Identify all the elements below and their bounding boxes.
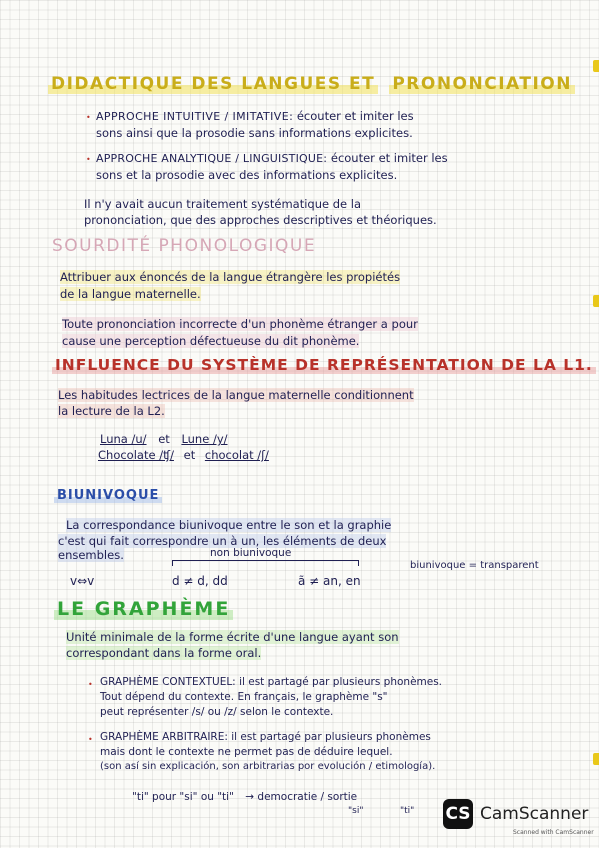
example-ti-under: "ti" <box>400 806 415 816</box>
example-ti-si-arrow: → democratie / sortie <box>245 791 358 803</box>
title-grapheme: LE GRAPHÈME <box>54 598 233 620</box>
approche-2-line-2: sons et la prosodie avec des informations explicites. <box>96 168 398 182</box>
approche-1-line-2: sons ainsi que la prosodie sans informations explicites. <box>96 126 413 140</box>
para-unite-line-1: Unité minimale de la forme écrite d'une langue ayant son <box>66 630 399 644</box>
approche-1-text-1: écouter et imiter les <box>296 109 414 123</box>
title-biunivoque: BIUNIVOQUE <box>54 488 162 503</box>
para-habitudes-line-2: la lecture de la L2. <box>58 404 165 418</box>
grapheme-contextuel-line-2: Tout dépend du contexte. En français, le graphème "s" <box>100 691 388 703</box>
example-ti-si-a: "ti" pour "si" ou "ti" <box>132 791 234 803</box>
example-chocolate <box>98 448 269 462</box>
camscanner-caption: Scanned with CamScanner <box>513 829 594 836</box>
title-didactique-text: DIDACTIQUE DES LANGUES ET <box>48 74 378 94</box>
grapheme-arbitraire-label: GRAPHÈME ARBITRAIRE: <box>100 731 228 743</box>
example-luna <box>100 432 228 446</box>
para-attribuer-line-1: Attribuer aux énoncés de la langue étrangère les propiétés <box>60 270 401 284</box>
para-toute-line-1: Toute prononciation incorrecte d'un phonème étranger a pour <box>62 317 418 331</box>
example-chocolate-et: et <box>183 448 196 462</box>
bullet-approche-2: • <box>86 155 91 164</box>
page-tab-bottom <box>593 753 599 765</box>
biunivoque-note: biunivoque = transparent <box>410 560 539 571</box>
title-prononciation-text: PRONONCIATION <box>389 74 575 94</box>
para-attribuer-line-2: de la langue maternelle. <box>60 287 201 301</box>
camscanner-logo: CS <box>443 799 473 829</box>
example-luna-a: Luna /u/ <box>100 432 147 446</box>
formula-a: ã ≠ an, en <box>298 574 361 588</box>
grapheme-arbitraire-line-3: (son así sin explicación, son arbitrarias por evolución / etimología). <box>100 761 436 772</box>
bullet-grapheme-contextuel: • <box>88 680 93 689</box>
formula-d: d ≠ d, dd <box>172 574 228 588</box>
formula-v: v⇔v <box>70 574 95 588</box>
approche-1-line-1 <box>96 109 414 123</box>
camscanner-name: CamScanner <box>480 804 589 824</box>
example-si-under: "si" <box>348 806 364 816</box>
para-unite-line-2: correspondant dans la forme oral. <box>66 646 262 660</box>
example-chocolate-b: chocolat /ʃ/ <box>204 448 269 462</box>
grapheme-contextuel-line-1 <box>100 676 442 688</box>
bullet-approche-1: • <box>86 113 91 122</box>
example-ti-si <box>132 791 357 803</box>
para-correspondance-line-1: La correspondance biunivoque entre le son et la graphie <box>66 518 392 532</box>
grapheme-contextuel-text-1: il est partagé par plusieurs phonèmes. <box>239 676 443 688</box>
grapheme-contextuel-line-3: peut représenter /s/ ou /z/ selon le contexte. <box>100 706 334 718</box>
bullet-grapheme-arbitraire: • <box>88 735 93 744</box>
grapheme-arbitraire-text-1: il est partagé par plusieurs phonèmes <box>231 731 431 743</box>
page-tab-top <box>593 60 599 72</box>
para-correspondance-line-3: ensembles. <box>58 548 124 562</box>
non-biunivoque-label: non biunivoque <box>210 547 292 559</box>
title-surdite: SOURDITÉ PHONOLOGIQUE <box>52 236 317 256</box>
grapheme-arbitraire-line-2: mais dont le contexte ne permet pas de déduire lequel. <box>100 746 393 758</box>
approche-2-text-1: écouter et imiter les <box>330 151 448 165</box>
grapheme-contextuel-label: GRAPHÈME CONTEXTUEL: <box>100 676 236 688</box>
para-traitement-line-1: Il n'y avait aucun traitement systématique de la <box>84 197 362 211</box>
example-luna-et: et <box>158 432 170 446</box>
para-traitement-line-2: prononciation, que des approches descriptives et théoriques. <box>84 213 437 227</box>
title-influence: INFLUENCE DU SYSTÈME DE REPRÉSENTATION DE LA L1. <box>52 356 596 374</box>
approche-2-label: APPROCHE ANALYTIQUE / LINGUISTIQUE: <box>96 152 328 165</box>
approche-2-line-1 <box>96 151 448 165</box>
para-toute-line-2: cause une perception défectueuse du dit phonème. <box>62 334 360 348</box>
page-tab-middle <box>593 295 599 307</box>
para-habitudes-line-1: Les habitudes lectrices de la langue maternelle conditionnent <box>58 388 414 402</box>
grapheme-arbitraire-line-1 <box>100 731 431 743</box>
example-luna-b: Lune /y/ <box>181 432 228 446</box>
title-didactique <box>48 74 575 94</box>
example-chocolate-a: Chocolate /ʧ/ <box>98 448 174 462</box>
para-correspondance-line-2: c'est qui fait correspondre un à un, les éléments de deux <box>58 534 387 548</box>
approche-1-label: APPROCHE INTUITIVE / IMITATIVE: <box>96 110 294 123</box>
non-biunivoque-brace <box>172 560 359 566</box>
